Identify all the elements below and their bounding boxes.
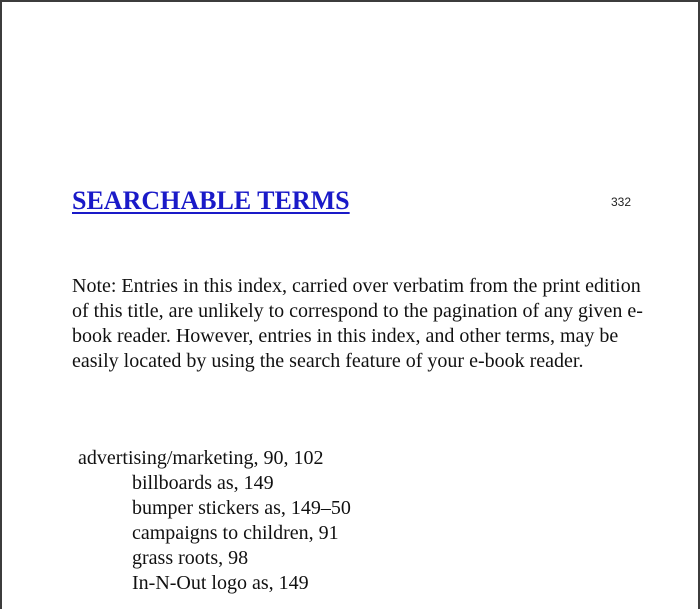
index-entry-list (78, 446, 351, 596)
index-note: Note: Entries in this index, carried over verbatim from the print edition of this title, are unlikely to correspond to the pagination of any given e-book reader. However, entries in this index, and other terms, may be easily located by using the search feature of your e-book reader. (72, 275, 643, 372)
index-subentry: campaigns to children, 91 (132, 522, 339, 544)
index-subentry: In-N-Out logo as, 149 (132, 572, 309, 594)
index-entry-main: advertising/marketing, 90, 102 (78, 447, 324, 469)
index-subentry: billboards as, 149 (132, 472, 274, 494)
page-title-link[interactable]: SEARCHABLE TERMS (72, 186, 350, 215)
index-subentry: grass roots, 98 (132, 547, 249, 569)
page-number: 332 (611, 195, 632, 209)
index-subentry: bumper stickers as, 149–50 (132, 497, 351, 519)
